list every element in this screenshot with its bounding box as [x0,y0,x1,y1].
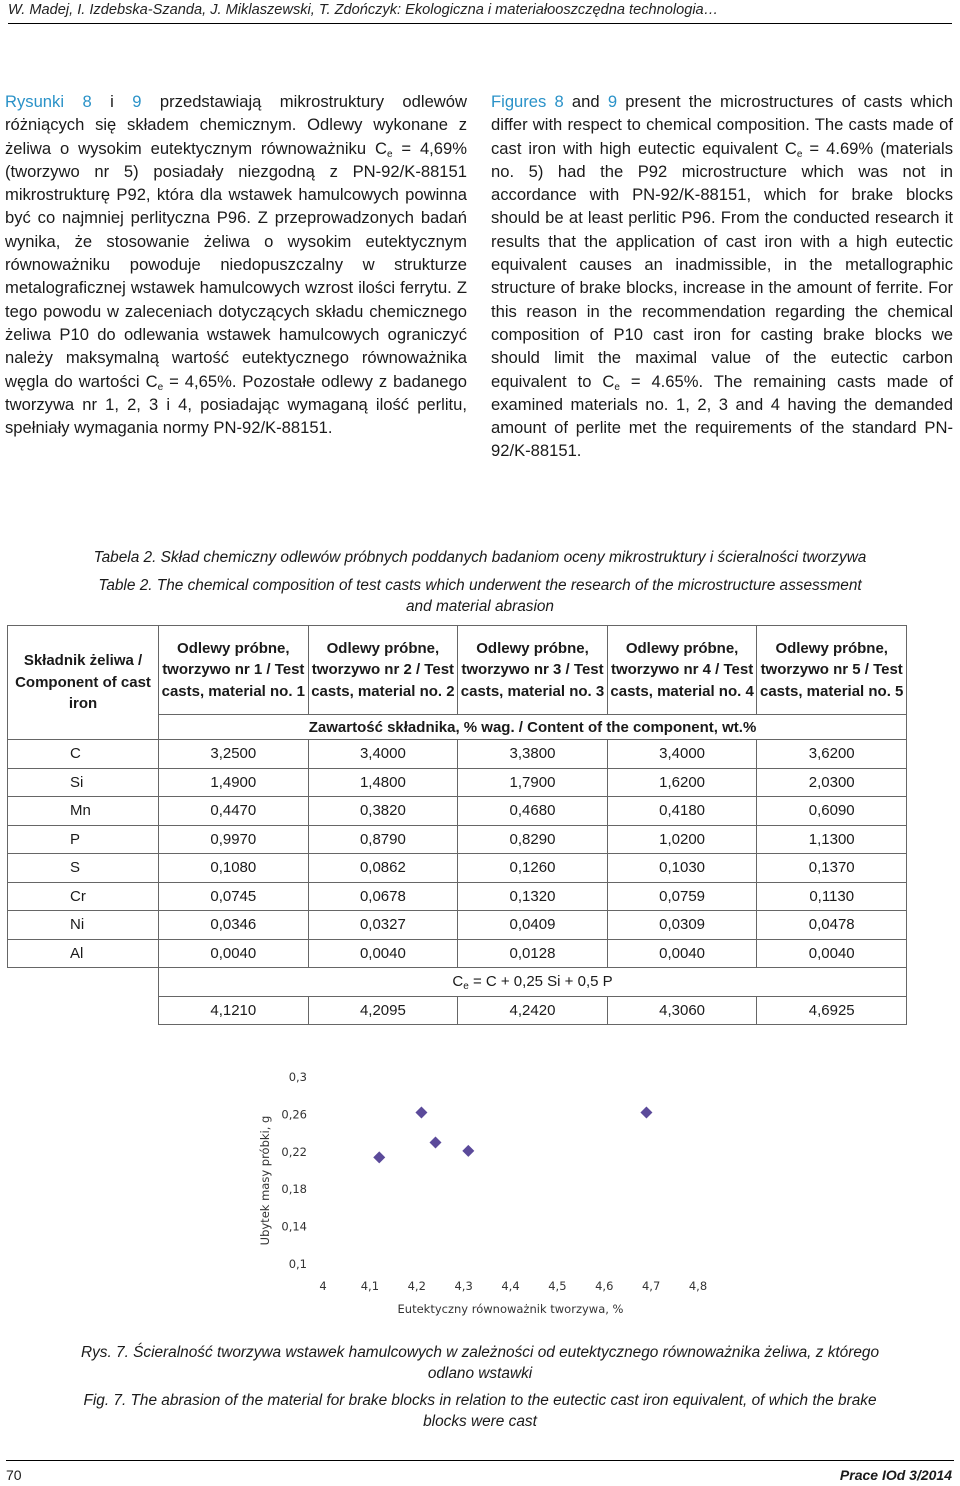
table-cell: 0,1030 [607,854,757,883]
figure-caption-polish: Rys. 7. Ścieralność tworzywa wstawek hamulcowych w zależności od eutektycznego równoważnika żeliwa, z którego odlano wstawki [80,1344,880,1382]
table-row [8,768,907,797]
table-row [8,854,907,883]
figure-9-link[interactable]: 9 [607,92,618,111]
x-tick-label: 4,4 [501,1279,520,1293]
data-point [640,1107,652,1119]
table-cell: 0,0478 [757,911,907,940]
table-row [8,911,907,940]
table-cell: 0,1320 [458,882,608,911]
table-cell: 0,8290 [458,825,608,854]
y-tick-label: 0,26 [281,1107,307,1122]
table-cell: 1,1300 [757,825,907,854]
column-header: Odlewy próbne, tworzywo nr 3 / Test casts, material no. 3 [458,626,608,715]
table-cell: 0,3820 [308,797,458,826]
table-cell: 3,4000 [607,740,757,769]
table-cell: 0,0128 [458,939,608,968]
content-subheader: Zawartość składnika, % wag. / Content of the component, wt.% [159,715,907,740]
table-cell: 1,4800 [308,768,458,797]
table-cell: 0,0346 [159,911,309,940]
x-tick-label: 4 [319,1279,327,1293]
table-cell: 3,4000 [308,740,458,769]
ce-value: 4,3060 [607,996,757,1025]
table-cell: 1,7900 [458,768,608,797]
table-row [8,825,907,854]
y-axis-label: Ubytek masy próbki, g [258,1115,272,1246]
table-cell: 1,4900 [159,768,309,797]
x-tick-label: 4,8 [688,1279,708,1293]
composition-table [7,625,907,1025]
figure-9-link[interactable]: 9 [132,92,142,111]
y-tick-label: 0,18 [281,1182,307,1197]
y-tick-label: 0,3 [288,1070,307,1084]
table-cell: 1,6200 [607,768,757,797]
figure-8-link[interactable]: Figures 8 [491,92,564,111]
table-cell: 0,6090 [757,797,907,826]
element-symbol: Al [8,939,159,968]
x-tick-label: 4,3 [454,1279,473,1293]
table-cell: 0,1080 [159,854,309,883]
x-tick-label: 4,1 [360,1279,380,1293]
table-cell: 1,0200 [607,825,757,854]
text-column-polish [5,90,467,439]
table-row [8,740,907,769]
x-tick-label: 4,2 [407,1279,426,1293]
table-cell: 0,0309 [607,911,757,940]
table-cell: 0,0040 [757,939,907,968]
paragraph-english: Figures 8 and 9 present the microstructures of casts which differ with respect to chemical composition. The casts made of cast iron with high eutectic equivalent $C_e = 4.69\%$ (materials no. 5) had the P92 microstructure which was not in accordance with PN-92/K-88151, which for brake blocks should be at least perlitic P96. From the conducted research it results that the application of cast iron with a high eutectic equivalent causes an inadmissible, in the metallographic structure of brake blocks, increase in the amount of ferrite. For this reason in the recommendation regarding the chemical composition of P10 cast iron for casting brake blocks we should limit the maximal value of the eutectic carbon equivalent to $C_e = 4.65\%$. The remaining casts made of examined materials no. 1, 2, 3 and 4 having the demanded amount of perlite met the requirements of the standard PN-92/K-88151. [491,92,954,461]
table-cell: 0,0409 [458,911,608,940]
x-axis-label: Eutektyczny równoważnik tworzywa, % [397,1302,624,1316]
table-cell: 0,1370 [757,854,907,883]
running-header: W. Madej, I. Izdebska-Szanda, J. Miklaszewski, T. Zdończyk: Ekologiczna i materiałooszczędna technologia… [8,2,952,24]
table-cell: 3,3800 [458,740,608,769]
ce-formula-row [8,968,907,997]
journal-name: Prace IOd 3/2014 [839,1467,952,1483]
ce-value: 4,2095 [308,996,458,1025]
figure-8-link[interactable]: Rysunki 8 [5,92,92,111]
y-tick-label: 0,22 [281,1144,307,1159]
element-symbol: Ni [8,911,159,940]
table-row [8,797,907,826]
table-cell: 0,0040 [607,939,757,968]
text-column-english [491,90,953,463]
table-caption-polish: Tabela 2. Skład chemiczny odlewów próbnych poddanych badaniom oceny mikrostruktury i ścieralności tworzywa [93,549,867,566]
table-cell: 0,9970 [159,825,309,854]
ce-value: 4,6925 [757,996,907,1025]
column-header: Odlewy próbne, tworzywo nr 4 / Test casts, material no. 4 [607,626,757,715]
element-symbol: S [8,854,159,883]
table-cell: 0,0745 [159,882,309,911]
ce-value: 4,2420 [458,996,608,1025]
abrasion-chart [248,1060,718,1327]
y-tick-label: 0,14 [281,1219,307,1234]
data-point [462,1145,474,1157]
table-cell: 0,0040 [308,939,458,968]
column-header: Odlewy próbne, tworzywo nr 5 / Test casts, material no. 5 [757,626,907,715]
table-caption-english: Table 2. The chemical composition of test casts which underwent the research of the microstructure assessment and material abrasion [98,577,862,615]
table-cell: 3,6200 [757,740,907,769]
table-cell: 2,0300 [757,768,907,797]
footer-rule [6,1460,954,1461]
paragraph-polish: Rysunki 8 i 9 przedstawiają mikrostruktury odlewów różniących się składem chemicznym. Odlewy wykonane z żeliwa o wysokim eutektycznym równoważniku $C_e = 4,69\%$ (tworzywo nr 5) posiadały niezgodną z PN-92/K-88151 mikrostrukturę P92, która dla wstawek hamulcowych powinna być co najmniej perlityczna P96. Z przeprowadzonych badań wynika, że stosowanie żeliwa o wysokim eutektycznym równoważniku powoduje niedopuszczalny w strukturze metalograficznej wstawek hamulcowych wzrost ilości ferrytu. Z tego powodu w zaleceniach dotyczących składu chemicznego żeliwa P10 do odlewania wstawek hamulcowych ograniczyć należy maksymalną wartość eutektycznego równoważnika węgla do wartości $C_e = 4,65\%$. Pozostałe odlewy z badanego tworzywa nr 1, 2, 3 i 4, posiadając wymaganą ilość perlitu, spełniały wymagania normy PN-92/K-88151. [5,92,468,438]
table-cell: 0,0678 [308,882,458,911]
ce-formula: $C_e = C + 0,25$ Si + 0,5 P [159,968,907,997]
table-cell: 0,0327 [308,911,458,940]
x-tick-label: 4,7 [641,1279,661,1293]
table-cell: 0,4180 [607,797,757,826]
data-point [415,1107,427,1119]
table-cell: 0,4680 [458,797,608,826]
column-header: Odlewy próbne, tworzywo nr 2 / Test casts, material no. 2 [308,626,458,715]
table-cell: 0,0862 [308,854,458,883]
table-cell: 0,1130 [757,882,907,911]
table-cell: 0,1260 [458,854,608,883]
table-header-row [8,626,907,715]
x-tick-label: 4,6 [595,1279,614,1293]
table-cell: 0,8790 [308,825,458,854]
element-symbol: P [8,825,159,854]
table-body [8,740,907,968]
data-point [430,1136,442,1148]
component-header: Składnik żeliwa / Component of cast iron [8,626,159,740]
table-row [8,882,907,911]
element-symbol: Cr [8,882,159,911]
table-cell: 0,0040 [159,939,309,968]
page-number: 70 [6,1467,22,1483]
column-header: Odlewy próbne, tworzywo nr 1 / Test casts, material no. 1 [159,626,309,715]
table-row [8,939,907,968]
table-cell: 3,2500 [159,740,309,769]
ce-value: 4,1210 [159,996,309,1025]
element-symbol: Mn [8,797,159,826]
y-tick-label: 0,1 [288,1257,307,1271]
table-cell: 0,4470 [159,797,309,826]
data-point [373,1151,385,1163]
element-symbol: C [8,740,159,769]
table-cell: 0,0759 [607,882,757,911]
figure-caption-english: Fig. 7. The abrasion of the material for brake blocks in relation to the eutectic cast iron equivalent, of which the brake blocks were cast [83,1392,877,1430]
ce-values-row [8,996,907,1025]
chart-svg [248,1060,718,1322]
element-symbol: Si [8,768,159,797]
x-tick-label: 4,5 [548,1279,567,1293]
